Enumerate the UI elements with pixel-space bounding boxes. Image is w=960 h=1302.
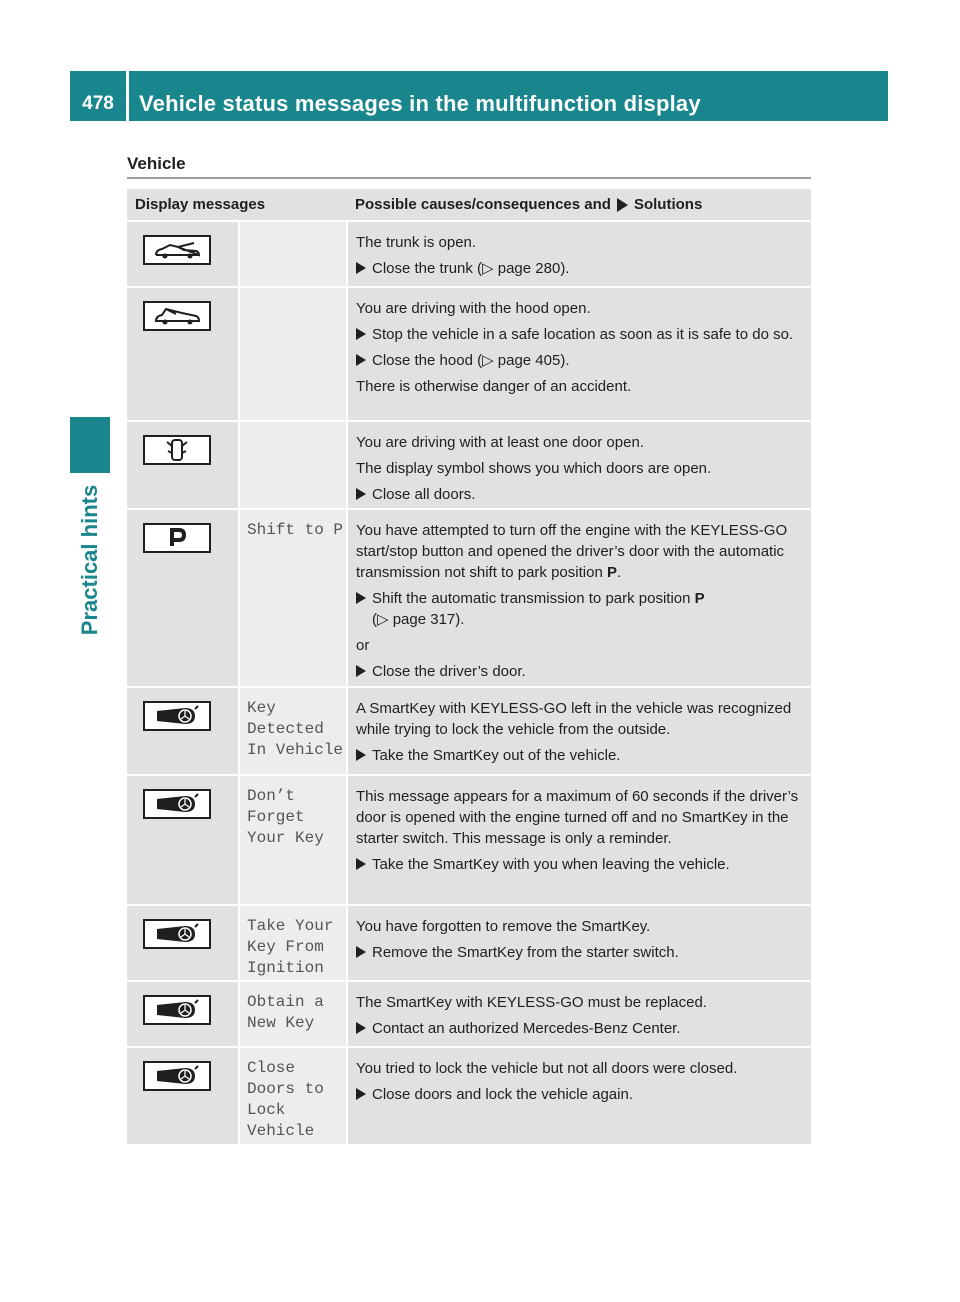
display-message: Take Your Key From Ignition bbox=[238, 906, 348, 980]
smartkey-icon bbox=[143, 1061, 211, 1091]
smartkey-icon bbox=[143, 701, 211, 731]
page-number: 478 bbox=[82, 93, 114, 114]
table-row bbox=[127, 906, 811, 982]
column-header-causes-solutions bbox=[355, 189, 811, 220]
smartkey-icon bbox=[143, 789, 211, 819]
display-message: Key Detected In Vehicle bbox=[238, 688, 348, 774]
header-divider bbox=[126, 71, 129, 121]
cause-solution-text: You have forgotten to remove the SmartKey. Remove the SmartKey from the starter switch. bbox=[348, 906, 811, 980]
smartkey-icon bbox=[143, 919, 211, 949]
column-header-display-messages: Display messages bbox=[135, 196, 266, 213]
table-row bbox=[127, 1048, 811, 1146]
display-message: Close Doors to Lock Vehicle bbox=[238, 1048, 348, 1144]
table-row bbox=[127, 510, 811, 688]
door-open-icon bbox=[143, 435, 211, 465]
section-heading: Vehicle bbox=[127, 154, 186, 173]
action-arrow-icon bbox=[356, 354, 366, 366]
column-header-solutions: Solutions bbox=[633, 196, 703, 213]
park-position-icon bbox=[143, 523, 211, 553]
table-row bbox=[127, 776, 811, 906]
status-message-table bbox=[127, 189, 811, 1146]
action-arrow-icon bbox=[356, 858, 366, 870]
action-arrow-icon bbox=[356, 592, 366, 604]
action-arrow-icon bbox=[356, 1022, 366, 1034]
action-arrow-icon bbox=[356, 665, 366, 677]
table-row bbox=[127, 288, 811, 422]
table-header-row bbox=[127, 189, 811, 222]
chapter-tab-marker bbox=[70, 417, 110, 473]
cause-solution-text: A SmartKey with KEYLESS-GO left in the vehicle was recognized while trying to lock the vehicle from the outside. Take the SmartKey out of the vehicle. bbox=[348, 688, 811, 774]
column-header-causes: Possible causes/consequences and bbox=[355, 196, 611, 213]
action-arrow-icon bbox=[356, 488, 366, 500]
cause-solution-text: The SmartKey with KEYLESS-GO must be replaced. Contact an authorized Mercedes-Benz Center. bbox=[348, 982, 811, 1046]
hood-open-icon bbox=[143, 301, 211, 331]
cause-solution-text: You are driving with the hood open. Stop the vehicle in a safe location as soon as it is safe to do so. Close the hood (▷ page 405). There is otherwise danger of an accident. bbox=[348, 288, 811, 420]
display-message: Don’t Forget Your Key bbox=[238, 776, 348, 904]
cause-solution-text: You have attempted to turn off the engine with the KEYLESS-GO start/stop button and opened the driver’s door with the automatic transmission not shift to park position P. Shift the automatic transmission to park position P (▷ page 317). or Close the driver’s door. bbox=[348, 510, 811, 686]
cause-solution-text: The trunk is open. Close the trunk (▷ page 280). bbox=[348, 222, 811, 286]
action-arrow-icon bbox=[356, 262, 366, 274]
table-row bbox=[127, 422, 811, 510]
action-arrow-icon bbox=[356, 328, 366, 340]
display-message bbox=[238, 222, 348, 286]
action-arrow-icon bbox=[356, 749, 366, 761]
table-row bbox=[127, 688, 811, 776]
trunk-open-icon bbox=[143, 235, 211, 265]
chapter-tab-label: Practical hints bbox=[77, 484, 102, 636]
action-arrow-icon bbox=[356, 946, 366, 958]
cause-solution-text: You tried to lock the vehicle but not all doors were closed. Close doors and lock the vehicle again. bbox=[348, 1048, 811, 1144]
table-row bbox=[127, 222, 811, 288]
section-divider bbox=[127, 177, 811, 179]
display-message: Obtain a New Key bbox=[238, 982, 348, 1046]
cause-solution-text: This message appears for a maximum of 60 seconds if the driver’s door is opened with the engine turned off and no SmartKey in the starter switch. This message is only a reminder. Take the SmartKey with you when leaving the vehicle. bbox=[348, 776, 811, 904]
display-message bbox=[238, 288, 348, 420]
page-title: Vehicle status messages in the multifunction display bbox=[139, 91, 701, 116]
smartkey-icon bbox=[143, 995, 211, 1025]
display-message: Shift to P bbox=[238, 510, 348, 686]
cause-solution-text: You are driving with at least one door open. The display symbol shows you which doors are open. Close all doors. bbox=[348, 422, 811, 508]
action-arrow-icon bbox=[356, 1088, 366, 1100]
table-row bbox=[127, 982, 811, 1048]
display-message bbox=[238, 422, 348, 508]
action-arrow-icon bbox=[617, 198, 628, 212]
